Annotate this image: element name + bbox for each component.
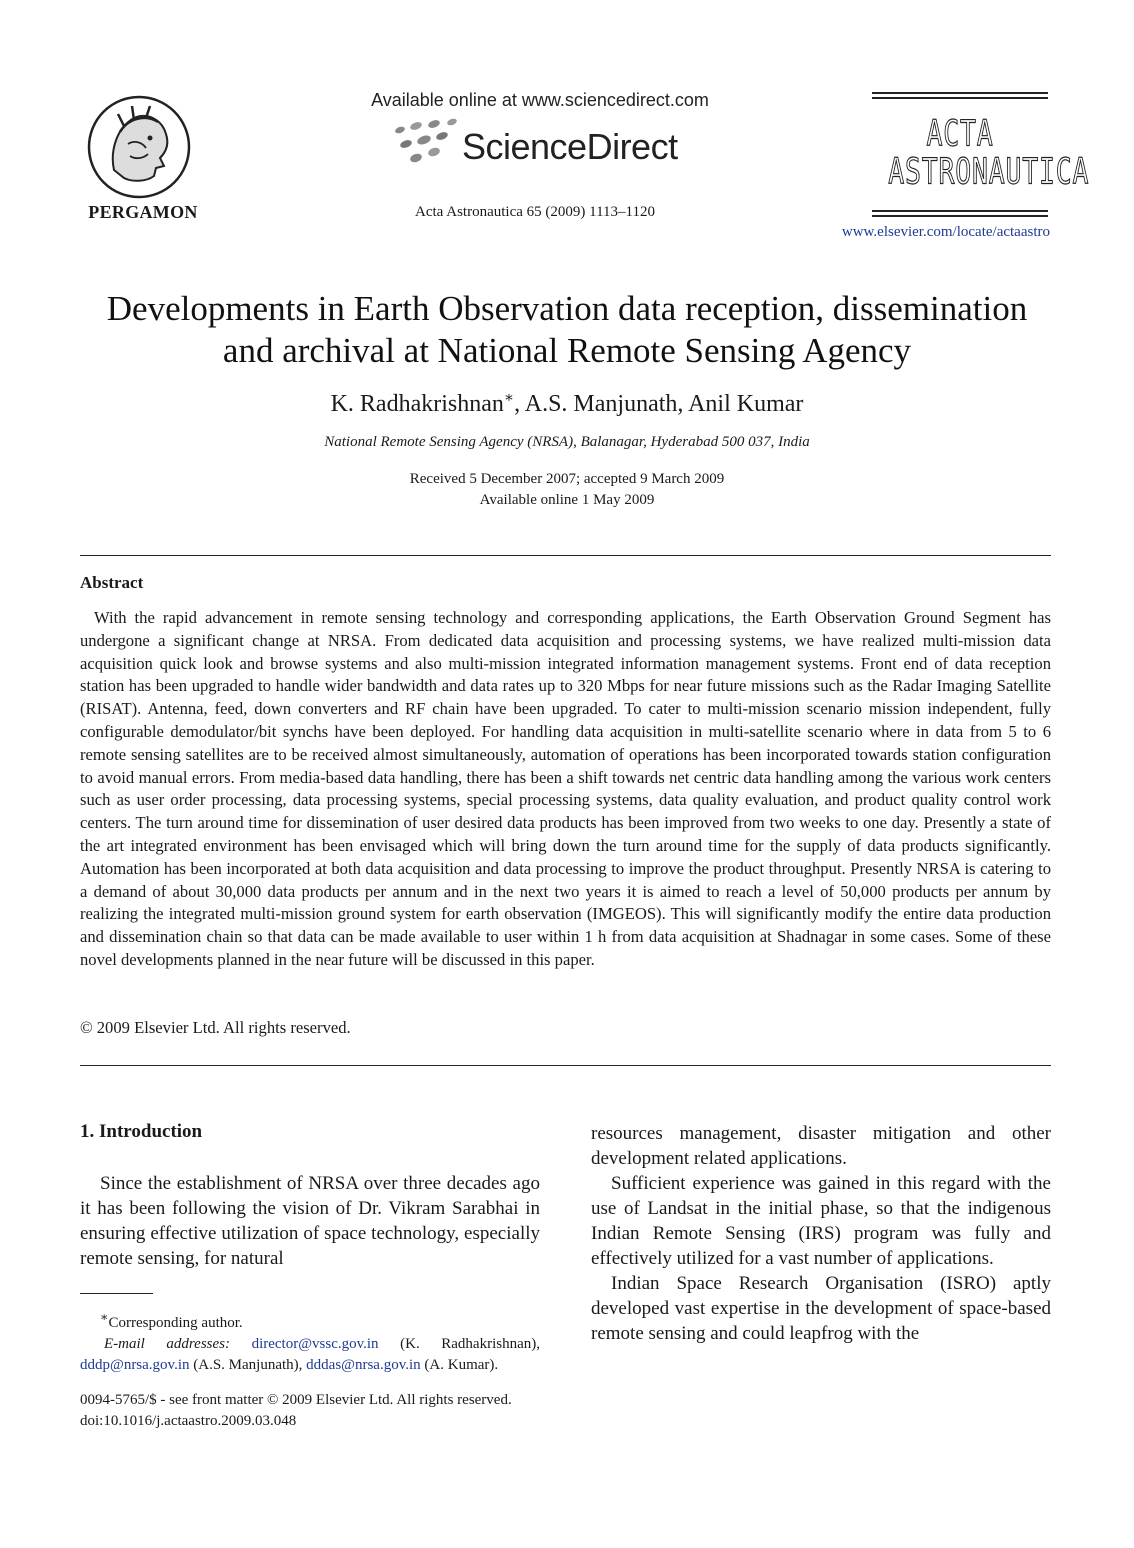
author-name: K. Radhakrishnan: [330, 391, 504, 417]
journal-logo-word-acta: ACTA: [926, 113, 994, 155]
corresponding-author-note: Corresponding author.: [108, 1315, 243, 1331]
abstract-top-rule: [80, 555, 1051, 556]
corresponding-author-mark[interactable]: ∗: [503, 390, 515, 406]
publisher-logo: [84, 92, 194, 202]
front-matter: [80, 1390, 512, 1432]
intro-paragraph: Since the establishment of NRSA over three decades ago it has been following the vision of Dr. Vikram Sarabhai in ensuring effective utilization of space technology, especially remote sensing, for natural: [80, 1173, 540, 1269]
paper-title-line2: and archival at National Remote Sensing Agency: [222, 331, 912, 370]
landsat-paragraph: Sufficient experience was gained in this regard with the use of Landsat in the initial phase, so that the indigenous Indian Remote Sensing (IRS) program was fully and effectively utilized for a vast number of applications.: [591, 1173, 1051, 1269]
publisher-name: PERGAMON: [88, 202, 198, 222]
sciencedirect-brand: ScienceDirect: [462, 126, 678, 167]
abstract-bottom-rule: [80, 1065, 1051, 1066]
author-affiliation: National Remote Sensing Agency (NRSA), Balanagar, Hyderabad 500 037, India: [324, 434, 810, 450]
paper-authors: [60, 388, 1074, 418]
abstract-body: With the rapid advancement in remote sensing technology and corresponding applications, the Earth Observation Ground Segment has undergone a significant change at NRSA. From dedicated data acquisition and processing systems, we have realized multi-mission data acquisition quick look and browse systems and also multi-mission integrated information management systems. Front end of data reception station has been upgraded to handle wider bandwidth and data rates up to 320 Mbps for near future missions such as the Radar Imaging Satellite (RISAT). Antenna, feed, down converters and RF chain have been upgraded. To cater to multi-mission scenario mission independent, fully configurable demodulator/bit synchs have been deployed. For handling data acquisition in multi-satellite scenario where in data from 5 to 6 remote sensing satellites are to be received almost simultaneously, automation of operations has been incorporated towards station configuration to avoid manual errors. From media-based data handling, there has been a shift towards net centric data handling among the various work centers such as user order processing, data processing systems, special processing systems, data quality evaluation, and product quality control work centers. The turn around time for dissemination of user desired data products has been improved from two weeks to one day. Presently a state of the art integrated environment has been envisaged which will bring down the turn around time for the supply of data products significantly. Automation has been incorporated at both data acquisition and data processing to improve the product throughput. Presently NRSA is catering to a demand of about 30,000 data products per annum and in the next two years it is aimed to reach a level of 50,000 products per annum by realizing the integrated multi-mission ground system for earth observation (IMGEOS). This will significantly modify the entire data production and dissemination chain so that data can be made available to user within 1 h from data acquisition at Shadnagar in some cases. Some of these novel developments planned in the near future will be discussed in this paper.: [80, 608, 1051, 969]
received-accepted-dates: Received 5 December 2007; accepted 9 March 2009: [409, 471, 725, 487]
email-owner-radhakrishnan: (K. Radhakrishnan),: [378, 1336, 540, 1352]
intro-continuation-paragraph: resources management, disaster mitigation and other development related applications.: [591, 1123, 1051, 1169]
paper-title-line1: Developments in Earth Observation data reception, dissemination: [106, 289, 1028, 328]
footnote-rule: [80, 1293, 153, 1294]
email-link-manjunath[interactable]: dddp@nrsa.gov.in: [80, 1357, 190, 1373]
abstract-copyright: © 2009 Elsevier Ltd. All rights reserved.: [80, 1018, 351, 1037]
available-online-date: Available online 1 May 2009: [479, 492, 655, 508]
email-owner-kumar: (A. Kumar).: [420, 1357, 499, 1373]
paper-dates: [60, 469, 1074, 511]
email-link-kumar[interactable]: dddas@nrsa.gov.in: [306, 1357, 421, 1373]
journal-logo: [868, 92, 1090, 222]
journal-url-link[interactable]: www.elsevier.com/locate/actaastro: [841, 224, 1050, 240]
sciencedirect-dots-icon: [390, 116, 460, 168]
paper-title: [60, 288, 1074, 372]
abstract-heading: Abstract: [80, 573, 144, 592]
footnote: [80, 1307, 540, 1376]
section-heading-introduction: 1. Introduction: [80, 1121, 203, 1142]
journal-logo-word-astronautica: ASTRONAUTICA: [888, 151, 1090, 193]
email-link-radhakrishnan[interactable]: director@vssc.gov.in: [251, 1336, 379, 1352]
co-author-names: , A.S. Manjunath, Anil Kumar: [514, 391, 804, 417]
issn-line: 0094-5765/$ - see front matter © 2009 Elsevier Ltd. All rights reserved.: [80, 1392, 512, 1408]
available-online-text: Available online at www.sciencedirect.com: [371, 90, 709, 110]
journal-citation: Acta Astronautica 65 (2009) 1113–1120: [415, 204, 655, 220]
doi-line[interactable]: doi:10.1016/j.actaastro.2009.03.048: [80, 1413, 297, 1429]
right-column: [591, 1121, 1051, 1346]
left-column: [80, 1171, 540, 1271]
isro-paragraph: Indian Space Research Organisation (ISRO) aptly developed vast expertise in the development of space-based remote sensing and could leapfrog with the: [591, 1273, 1051, 1344]
email-label: E-mail addresses:: [104, 1336, 230, 1352]
footnote-mark: ∗: [100, 1310, 109, 1324]
email-owner-manjunath: (A.S. Manjunath),: [189, 1357, 307, 1373]
